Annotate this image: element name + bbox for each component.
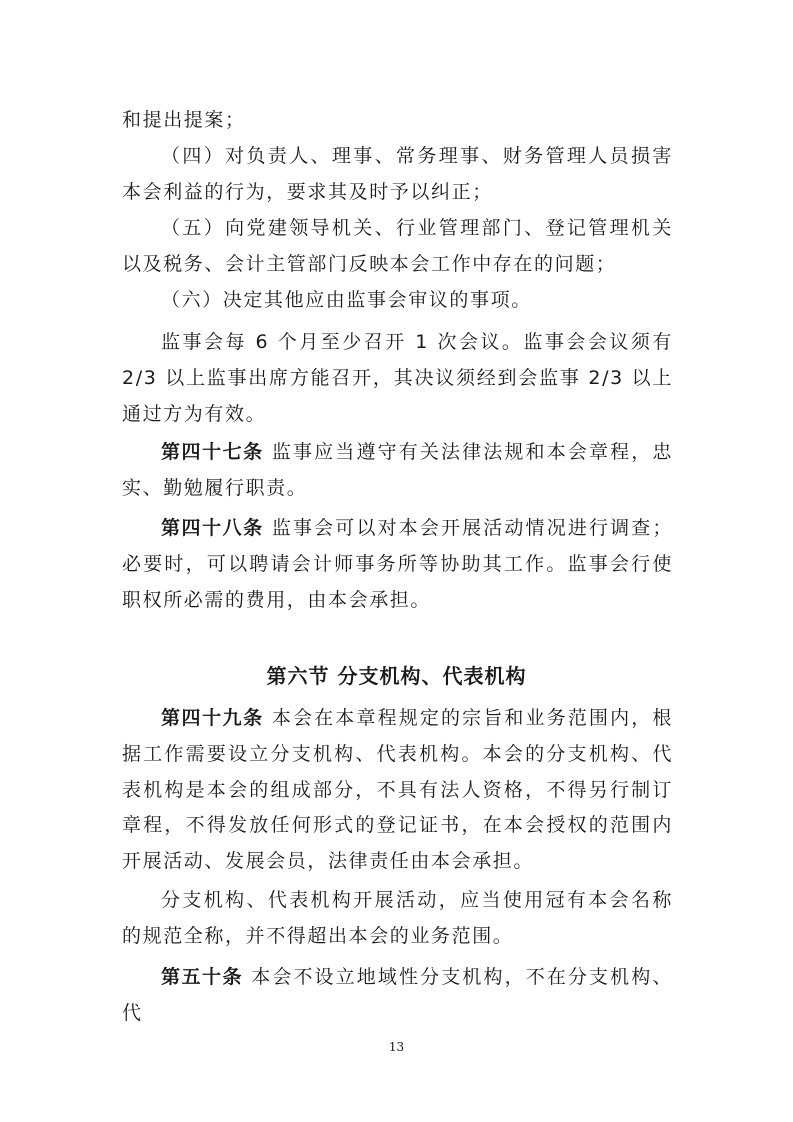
article-50: 第五十条 本会不设立地域性分支机构，不在分支机构、代: [122, 966, 673, 1024]
paragraph-branch-activities: 分支机构、代表机构开展活动，应当使用冠有本会名称的规范全称，并不得超出本会的业务范围。: [122, 889, 673, 947]
article-47: 第四十七条 监事应当遵守有关法律法规和本会章程，忠实、勤勉履行职责。: [122, 441, 673, 499]
paragraph-item-4: （四）对负责人、理事、常务理事、财务管理人员损害本会利益的行为，要求其及时予以纠正；: [122, 145, 673, 203]
article-48: 第四十八条 监事会可以对本会开展活动情况进行调查；必要时，可以聘请会计师事务所等协助其工作。监事会行使职权所必需的费用，由本会承担。: [122, 517, 673, 611]
section-heading: 第六节 分支机构、代表机构: [266, 664, 527, 688]
article-number: 第四十八条: [161, 517, 264, 539]
article-49: 第四十九条 本会在本章程规定的宗旨和业务范围内，根据工作需要设立分支机构、代表机构。本会的分支机构、代表机构是本会的组成部分，不具有法人资格，不得另行制订章程，不得发放任何形式的登记证书，在本会授权的范围内开展活动、发展会员，法律责任由本会承担。: [122, 707, 673, 873]
paragraph-meeting-rules: 监事会每 6 个月至少召开 1 次会议。监事会会议须有 2/3 以上监事出席方能召开，其决议须经到会监事 2/3 以上通过方为有效。: [122, 331, 673, 425]
paragraph-continuation: 和提出提案；: [122, 109, 246, 131]
paragraph-item-6: （六）决定其他应由监事会审议的事项。: [161, 289, 532, 311]
page-number: 13: [388, 1040, 405, 1054]
article-number: 第四十九条: [161, 707, 264, 729]
paragraph-item-5: （五）向党建领导机关、行业管理部门、登记管理机关以及税务、会计主管部门反映本会工作中存在的问题；: [122, 217, 673, 275]
article-number: 第四十七条: [161, 441, 264, 463]
article-number: 第五十条: [161, 966, 244, 988]
